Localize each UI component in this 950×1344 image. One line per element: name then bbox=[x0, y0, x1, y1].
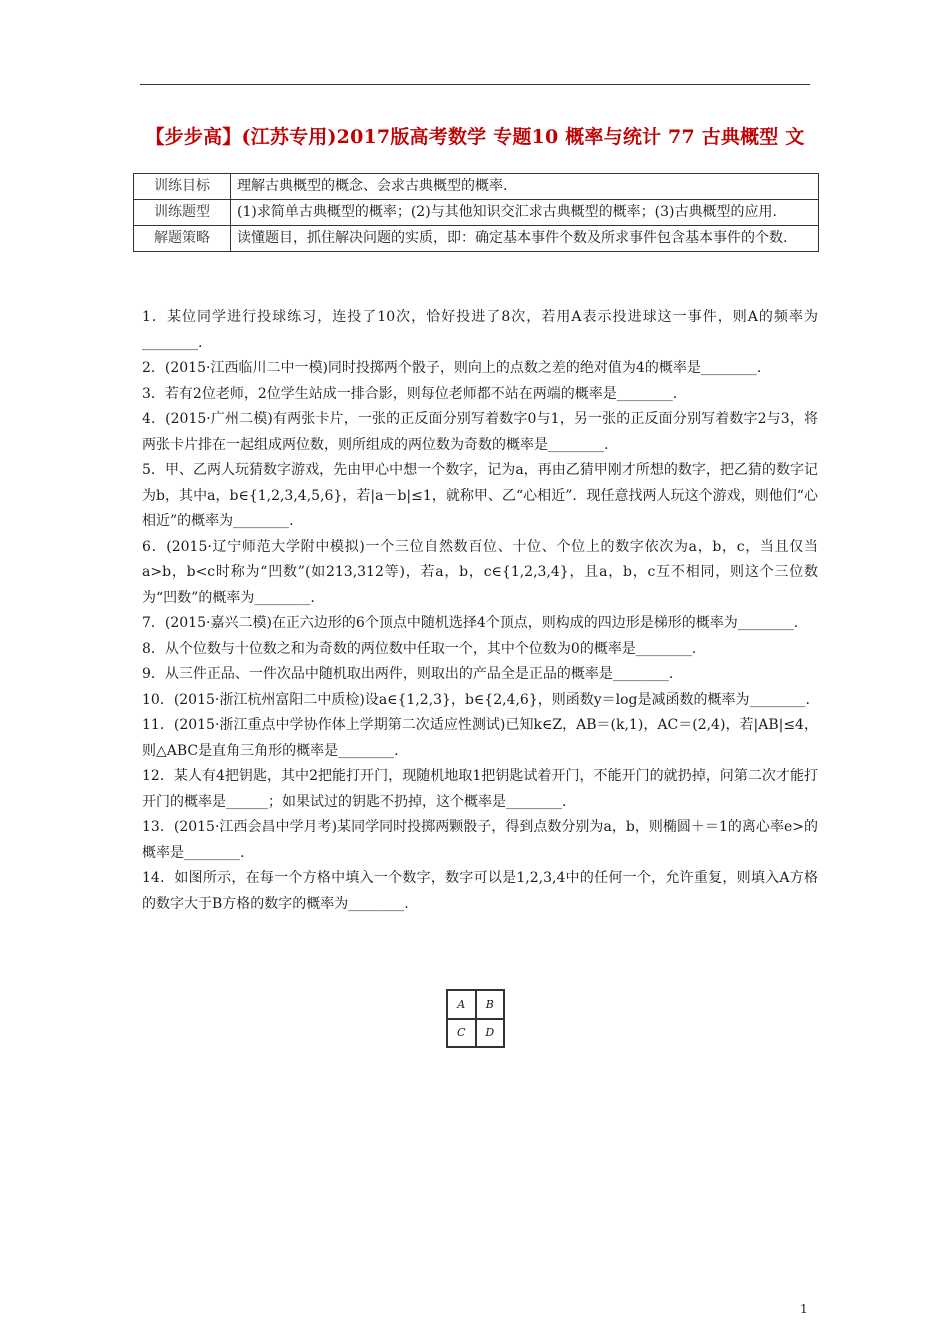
row-content: 读懂题目，抓住解决问题的实质，即：确定基本事件个数及所求事件包含基本事件的个数. bbox=[231, 226, 819, 252]
page-number: 1 bbox=[800, 1302, 808, 1316]
question-item: 12．某人有4把钥匙，其中2把能打开门，现随机地取1把钥匙试着开门，不能开门的就扔掉，问第二次才能打开门的概率是______；如果试过的钥匙不扔掉，这个概率是________. bbox=[142, 768, 818, 810]
question-item: 3．若有2位老师，2位学生站成一排合影，则每位老师都不站在两端的概率是________. bbox=[142, 385, 678, 402]
question-item: 7．(2015·嘉兴二模)在正六边形的6个顶点中随机选择4个顶点，则构成的四边形是梯形的概率为________. bbox=[142, 615, 799, 631]
row-content: 理解古典概型的概念、会求古典概型的概率. bbox=[231, 174, 819, 200]
row-label: 训练目标 bbox=[134, 174, 231, 200]
header-rule bbox=[140, 84, 810, 85]
question-item: 6．(2015·辽宁师范大学附中模拟)一个三位自然数百位、十位、个位上的数字依次为a，b，c，当且仅当a>b，b<c时称为“凹数”(如213,312等)，若a，b，c∈{1,2,3,4}，且a，b，c互不相同，则这个三位数为“凹数”的概率为________. bbox=[142, 538, 818, 606]
question-item: 10．(2015·浙江杭州富阳二中质检)设a∈{1,2,3}，b∈{2,4,6}，则函数y＝log是减函数的概率为________. bbox=[142, 691, 810, 708]
grid-cell-a: A bbox=[447, 990, 476, 1019]
row-label: 解题策略 bbox=[134, 226, 231, 252]
table-row bbox=[134, 226, 819, 252]
question-item: 14．如图所示，在每一个方格中填入一个数字，数字可以是1,2,3,4中的任何一个，允许重复，则填入A方格的数字大于B方格的数字的概率为________. bbox=[142, 870, 818, 912]
document-title: 【步步高】(江苏专用)2017版高考数学 专题10 概率与统计 77 古典概型 文 bbox=[145, 126, 805, 148]
question-list bbox=[142, 305, 818, 917]
question-item: 11．(2015·浙江重点中学协作体上学期第二次适应性测试)已知k∈Z，AB＝(k,1)，AC＝(2,4)，若|AB|≤4，则△ABC是直角三角形的概率是________. bbox=[142, 717, 818, 759]
table-row bbox=[134, 200, 819, 226]
question-item: 8．从个位数与十位数之和为奇数的两位数中任取一个，其中个位数为0的概率是________. bbox=[142, 640, 697, 657]
question-item: 1．某位同学进行投球练习，连投了10次，恰好投进了8次，若用A表示投进球这一事件，则A的频率为________. bbox=[142, 309, 818, 351]
row-content: (1)求简单古典概型的概率；(2)与其他知识交汇求古典概型的概率；(3)古典概型的应用. bbox=[231, 200, 819, 226]
grid-cell-c: C bbox=[447, 1019, 476, 1048]
question-item: 5．甲、乙两人玩猜数字游戏，先由甲心中想一个数字，记为a，再由乙猜甲刚才所想的数字，把乙猜的数字记为b，其中a，b∈{1,2,3,4,5,6}，若|a－b|≤1，就称甲、乙“心相近”．现任意找两人玩这个游戏，则他们“心相近”的概率为________. bbox=[142, 462, 818, 529]
question-item: 13．(2015·江西会昌中学月考)某同学同时投掷两颗骰子，得到点数分别为a，b，则椭圆＋＝1的离心率e>的概率是________. bbox=[142, 819, 818, 861]
grid-cell-b: B bbox=[476, 990, 505, 1019]
table-row bbox=[134, 174, 819, 200]
question-item: 9．从三件正品、一件次品中随机取出两件，则取出的产品全是正品的概率是________. bbox=[142, 666, 674, 682]
question-item: 4．(2015·广州二模)有两张卡片，一张的正反面分别写着数字0与1，另一张的正反面分别写着数字2与3，将两张卡片排在一起组成两位数，则所组成的两位数为奇数的概率是________. bbox=[142, 411, 818, 453]
row-label: 训练题型 bbox=[134, 200, 231, 226]
grid-cell-d: D bbox=[476, 1019, 505, 1048]
abcd-grid-figure bbox=[446, 989, 505, 1048]
training-info-table bbox=[133, 173, 819, 252]
question-item: 2．(2015·江西临川二中一模)同时投掷两个骰子，则向上的点数之差的绝对值为4的概率是________. bbox=[142, 360, 762, 376]
